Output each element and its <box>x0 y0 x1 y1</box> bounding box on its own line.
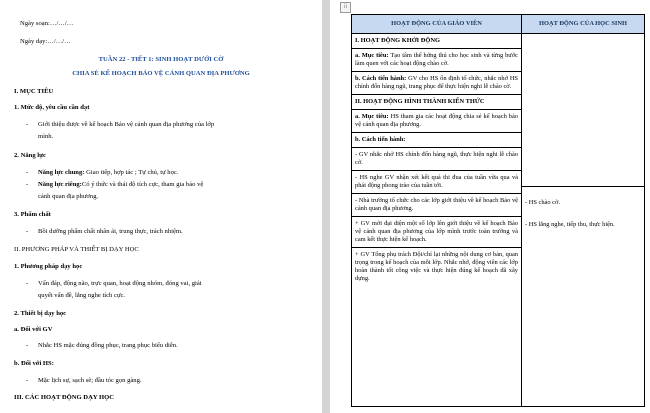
bullet-glyph: - <box>26 280 29 287</box>
knowledge-objective <box>355 113 518 129</box>
competency-specific-text: Có ý thức và thái độ tích cực, tham gia bảo vệ <box>81 181 204 188</box>
heading-activities: III. CÁC HOẠT ĐỘNG DẠY HỌC <box>14 394 115 401</box>
warmup-procedure-label: b. Cách tiến hành: <box>355 75 407 82</box>
heading-for-teacher: a. Đối với GV <box>14 326 53 333</box>
teacher-equipment-text: Nhắc HS mặc đúng đồng phục, trang phục biểu diễn. <box>38 342 178 349</box>
competency-specific <box>38 181 203 189</box>
qualities-text: Bồi dưỡng phẩm chất nhân ái, trung thực, trách nhiệm. <box>38 228 183 235</box>
heading-equipment: 2. Thiết bị dạy học <box>14 310 67 317</box>
procedure-step-5: + GV Tổng phụ trách Đội/chỉ lại những nội dung cơ bản, quan trọng trong kế hoạch của mỗi lớp. Nhắc nhở, động viên các lớp hoàn thành tốt công việc và thực hiện đúng kế hoạch đã xây dựng. <box>355 251 518 282</box>
procedure-step-2: - HS nghe GV nhận xét kết quả thi đua của tuần vừa qua và phát động phong trào của tuần tới. <box>355 174 518 189</box>
lesson-title: TUẦN 22 - TIẾT 1: SINH HOẠT DƯỚI CỜ <box>98 56 224 63</box>
document-page-left <box>0 0 322 413</box>
competency-specific-2: cảnh quan địa phương. <box>38 193 99 200</box>
student-cell-spacer <box>525 36 641 186</box>
row-divider <box>352 109 521 110</box>
bullet-glyph: - <box>26 181 29 188</box>
bullet-glyph: - <box>26 228 29 235</box>
student-response-2: - HS lắng nghe, tiếp thu, thực hiện. <box>525 221 615 228</box>
procedure-step-3: - Nhà trường tổ chức cho các lớp giới thiệu về kế hoạch Bảo vệ cảnh quan địa phương. <box>355 197 518 212</box>
row-divider <box>352 170 521 171</box>
row-divider <box>352 216 521 217</box>
section-warmup: I. HOẠT ĐỘNG KHỞI ĐỘNG <box>355 37 440 44</box>
procedure-step-4: + GV mời đại diện một số lớp lên giới thiệu về kế hoạch Bảo vệ cảnh quan địa phương của lớp mình trước toàn trường và cam kết thực hiện kế hoạch. <box>355 220 518 243</box>
knowledge-procedure-label: b. Cách tiến hành: <box>355 136 406 143</box>
table-move-handle-icon[interactable]: ⁞⁞ <box>340 2 351 13</box>
column-header-teacher: HOẠT ĐỘNG CỦA GIÁO VIÊN <box>352 15 522 34</box>
heading-methods: II. PHƯƠNG PHÁP VÀ THIẾT BỊ DẠY HỌC <box>14 246 139 253</box>
competency-general-text: Giao tiếp, hợp tác ; Tự chủ, tự học. <box>84 169 179 176</box>
warmup-objective-text: Tạo tâm thế hứng thú cho học sinh và từng bước làm quen với các hoạt động chào cờ. <box>355 52 518 67</box>
warmup-objective-label: a. Mục tiêu: <box>355 52 389 59</box>
competency-general-label: Năng lực chung: <box>38 169 85 176</box>
row-divider <box>352 193 521 194</box>
date-teach: Ngày dạy:…/…/… <box>20 38 71 45</box>
warmup-objective <box>355 52 518 68</box>
date-compose: Ngày soạn:…/…/… <box>20 20 74 27</box>
procedure-step-1: - GV nhắc nhở HS chỉnh đốn hàng ngũ, thực hiện nghi lễ chào cờ. <box>355 151 518 166</box>
bullet-glyph: - <box>26 377 29 384</box>
section-knowledge: II. HOẠT ĐỘNG HÌNH THÀNH KIẾN THỨC <box>355 98 485 105</box>
bullet-glyph: - <box>26 121 29 128</box>
row-divider <box>352 94 521 95</box>
student-cell-spacer <box>525 207 641 221</box>
lesson-subtitle: CHIA SẺ KẾ HOẠCH BẢO VỆ CẢNH QUAN ĐỊA PHƯƠNG <box>72 70 250 77</box>
student-cell-spacer <box>525 187 641 199</box>
warmup-procedure-text: GV cho HS ổn định tổ chức, nhắc nhở HS chỉnh đốn hàng ngũ, trang phục để thực hiện nghi lễ chào cờ. <box>355 75 518 90</box>
requirement-text-2: mình. <box>38 133 54 140</box>
heading-competencies: 2. Năng lực <box>14 152 46 159</box>
requirement-text: Giới thiệu được về kế hoạch Bảo vệ cảnh quan địa phương của lớp <box>38 121 215 128</box>
knowledge-objective-text: HS tham gia các hoạt động chia sẻ kế hoạch bảo vệ cảnh quan địa phương. <box>355 113 519 128</box>
heading-teaching-methods: 1. Phương pháp dạy học <box>14 263 83 270</box>
methods-text: Vấn đáp, động não, trực quan, hoạt động nhóm, đóng vai, giải <box>38 280 202 287</box>
row-divider <box>352 132 521 133</box>
row-divider <box>352 48 521 49</box>
bullet-glyph: - <box>26 169 29 176</box>
methods-text-2: quyết vấn đề, lắng nghe tích cực. <box>38 292 126 299</box>
teacher-activities-cell <box>352 34 522 407</box>
heading-requirements: 1. Mức độ, yêu cầu cần đạt <box>14 104 90 111</box>
heading-for-student: b. Đối với HS: <box>14 360 54 367</box>
row-divider <box>352 147 521 148</box>
student-equipment-text: Mặc lịch sự, sạch sẽ; đầu tóc gọn gàng. <box>38 377 142 384</box>
bullet-glyph: - <box>26 342 29 349</box>
row-divider <box>352 247 521 248</box>
competency-general <box>38 169 178 177</box>
heading-qualities: 3. Phẩm chất <box>14 211 51 218</box>
student-response-1: - HS chào cờ. <box>525 199 560 206</box>
knowledge-objective-label: a. Mục tiêu: <box>355 113 389 120</box>
student-activities-cell <box>522 34 645 407</box>
column-header-student: HOẠT ĐỘNG CỦA HỌC SINH <box>522 15 645 34</box>
competency-specific-label: Năng lực riêng: <box>38 181 82 188</box>
heading-objectives: I. MỤC TIÊU <box>14 88 54 95</box>
row-divider <box>352 71 521 72</box>
lesson-activity-table <box>351 14 645 407</box>
warmup-procedure <box>355 75 518 91</box>
document-page-right <box>330 0 650 413</box>
